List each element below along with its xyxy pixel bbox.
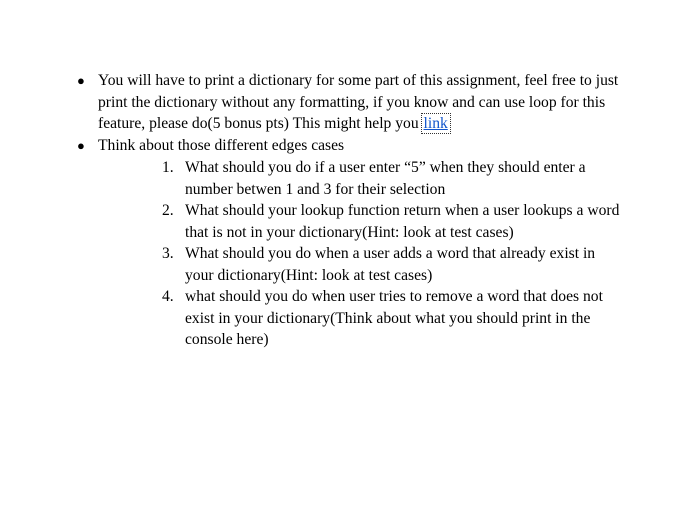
help-link[interactable]: link — [423, 115, 448, 133]
list-number: 1. — [162, 159, 174, 176]
bullet-item-print-dictionary — [98, 70, 628, 135]
bullet-text: You will have to print a dictionary for some part of this assignment, feel free to just print the dictionary without any formatting, if you know and can use loop for this feature, please do(5 bonus pts) This might help you — [98, 72, 619, 133]
list-number: 2. — [162, 202, 174, 219]
list-number: 3. — [162, 245, 174, 262]
bullet-marker: ● — [77, 73, 85, 88]
bullet-marker: ● — [77, 138, 85, 153]
numbered-item-add-existing: What should you do when a user adds a word that already exist in your dictionary(Hint: look at test cases) — [185, 245, 596, 284]
bullet-item-edge-cases — [98, 135, 628, 157]
numbered-item-remove-missing: what should you do when user tries to remove a word that does not exist in your dictionary(Think about what you should print in the console here) — [185, 288, 603, 349]
bullet-text: Think about those different edges cases — [98, 137, 345, 154]
list-number: 4. — [162, 288, 174, 305]
numbered-item-lookup-missing: What should your lookup function return when a user lookups a word that is not in your dictionary(Hint: look at test cases) — [185, 202, 620, 241]
numbered-item-invalid-selection: What should you do if a user enter “5” when they should enter a number betwen 1 and 3 for their selection — [185, 159, 586, 198]
